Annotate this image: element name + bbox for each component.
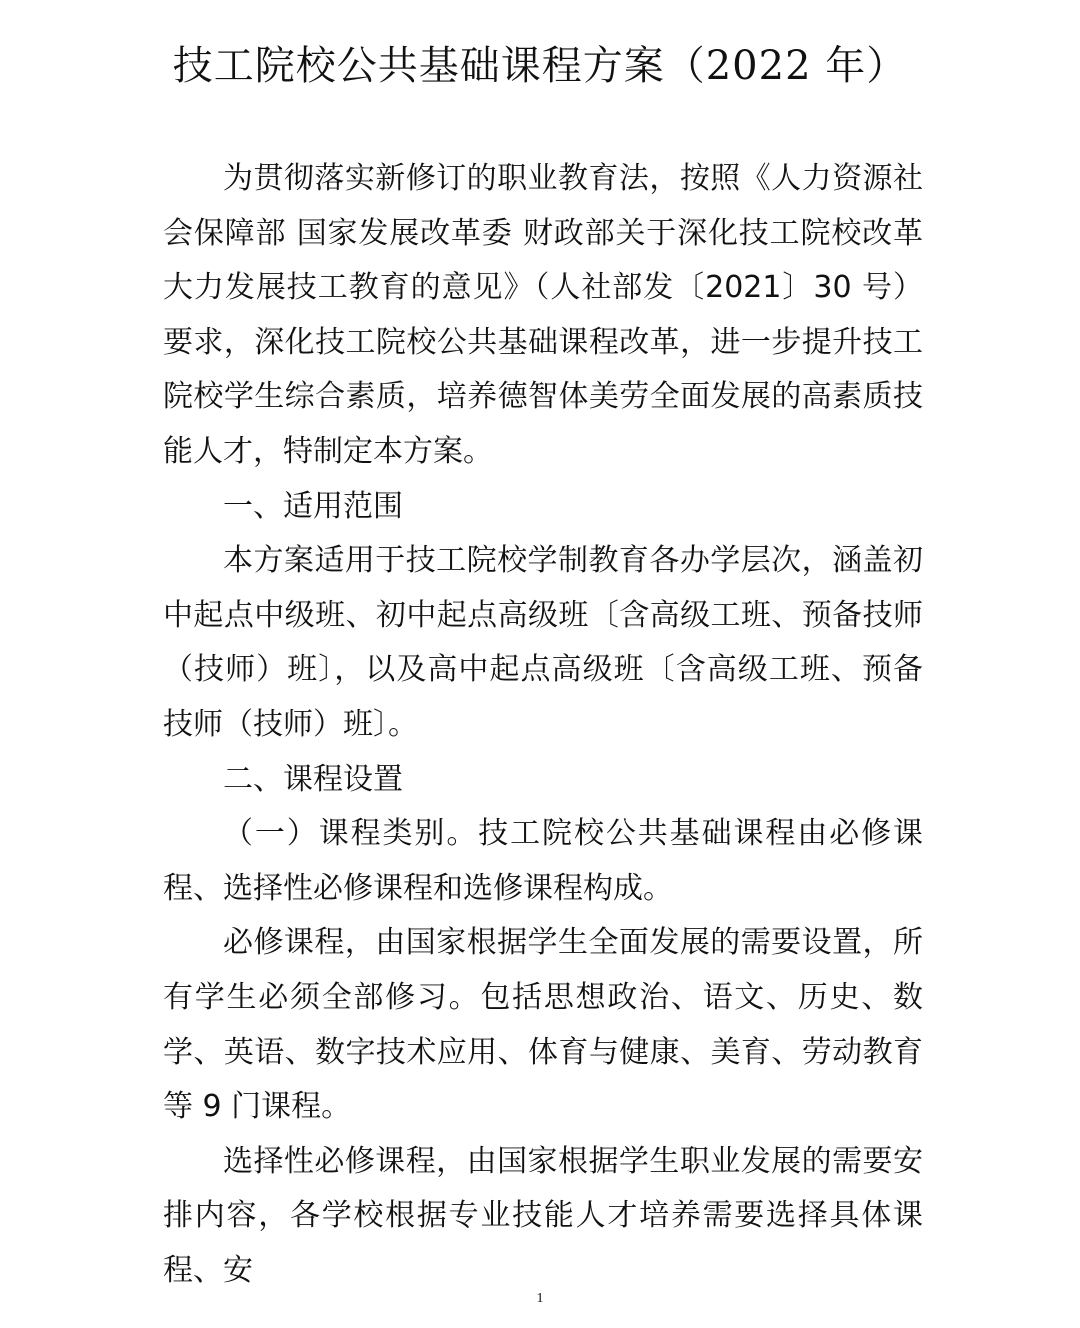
section-heading-scope: 一、适用范围 [223, 488, 403, 524]
elective-required-paragraph: 选择性必修课程，由国家根据学生职业发展的需要安排内容，各学校根据专业技能人才培养需要选择具体课程、安 [163, 1143, 923, 1288]
section-heading-curriculum: 二、课程设置 [223, 761, 403, 797]
document-body [163, 152, 923, 1298]
intro-paragraph: 为贯彻落实新修订的职业教育法，按照《人力资源社会保障部 国家发展改革委 财政部关于深化技工院校改革 大力发展技工教育的意见》（人社部发〔2021〕30 号）要求，深化技工院校公共基础课程改革，进一步提升技工院校学生综合素质，培养德智体美劳全面发展的高素质技能人才，特制定本方案。 [163, 161, 923, 469]
page-number: 1 [536, 1291, 544, 1306]
required-courses-paragraph: 必修课程，由国家根据学生全面发展的需要设置，所有学生必须全部修习。包括思想政治、语文、历史、数学、英语、数字技术应用、体育与健康、美育、劳动教育等 9 门课程。 [163, 925, 923, 1125]
scope-paragraph: 本方案适用于技工院校学制教育各办学层次，涵盖初中起点中级班、初中起点高级班〔含高级工班、预备技师（技师）班〕，以及高中起点高级班〔含高级工班、预备技师（技师）班〕。 [163, 543, 923, 742]
document-title: 技工院校公共基础课程方案（2022 年） [172, 43, 908, 89]
course-category-paragraph: （一）课程类别。技工院校公共基础课程由必修课程、选择性必修课程和选修课程构成。 [163, 816, 923, 906]
